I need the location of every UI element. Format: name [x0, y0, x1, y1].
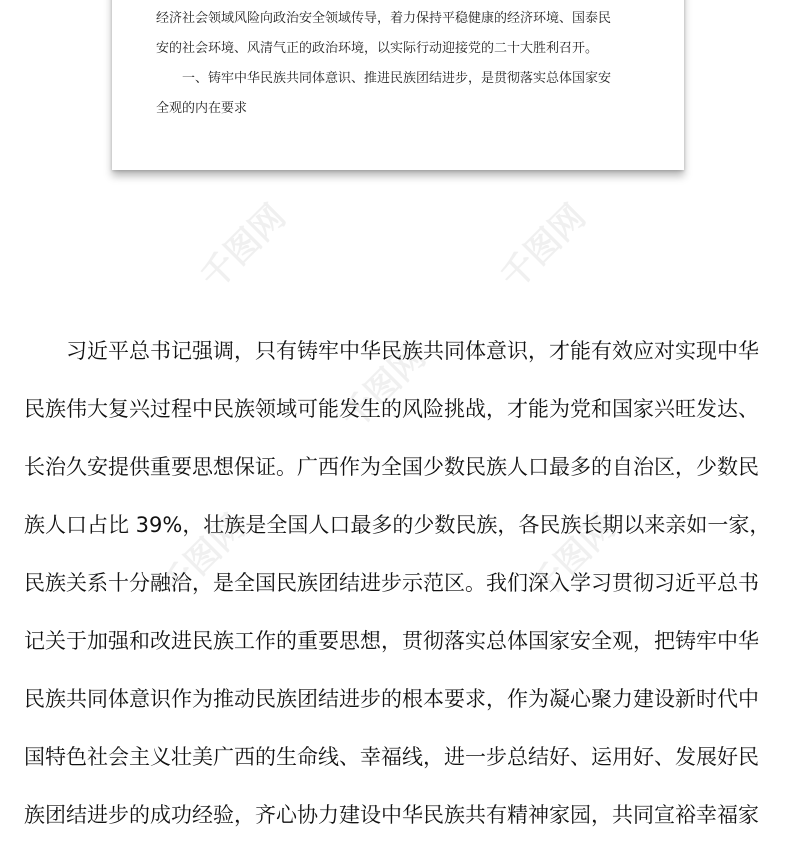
card-text-line: 安的社会环境、风清气正的政治环境，以实际行动迎接党的二十大胜利召开。 — [156, 41, 599, 56]
card-text-line: 经济社会领域风险向政治安全领域传导，着力保持平稳健康的经济环境、国泰民 — [156, 11, 612, 26]
body-line: 民族关系十分融洽，是全国民族团结进步示范区。我们深入学习贯彻习近平总书 — [24, 571, 759, 595]
watermark: 千图网 — [153, 506, 254, 608]
watermark: 千图网 — [493, 196, 594, 298]
watermark: 千图网 — [333, 336, 434, 438]
body-line: 记关于加强和改进民族工作的重要思想，贯彻落实总体国家安全观，把铸牢中华 — [24, 629, 759, 653]
body-line: 民族伟大复兴过程中民族领域可能发生的风险挑战，才能为党和国家兴旺发达、 — [24, 397, 759, 421]
body-line: 族人口占比 39%，壮族是全国人口最多的少数民族，各民族长期以来亲如一家， — [24, 513, 771, 537]
document-preview-card — [112, 0, 684, 170]
body-line: 长治久安提供重要思想保证。广西作为全国少数民族人口最多的自治区，少数民 — [24, 455, 759, 479]
body-line: 民族共同体意识作为推动民族团结进步的根本要求，作为凝心聚力建设新时代中 — [24, 687, 759, 711]
body-line: 国特色社会主义壮美广西的生命线、幸福线，进一步总结好、运用好、发展好民 — [24, 745, 759, 769]
watermark: 千图网 — [523, 506, 624, 608]
watermark: 千图网 — [193, 196, 294, 298]
body-line: 族团结进步的成功经验，齐心协力建设中华民族共有精神家园，共同宣裕幸福家 — [24, 803, 759, 827]
body-line: 习近平总书记强调，只有铸牢中华民族共同体意识，才能有效应对实现中华 — [66, 339, 759, 363]
card-section-heading-continued: 全观的内在要求 — [156, 101, 248, 116]
card-section-heading: 一、铸牢中华民族共同体意识、推进民族团结进步，是贯彻落实总体国家安 — [182, 71, 612, 86]
body-paragraph — [24, 322, 784, 844]
